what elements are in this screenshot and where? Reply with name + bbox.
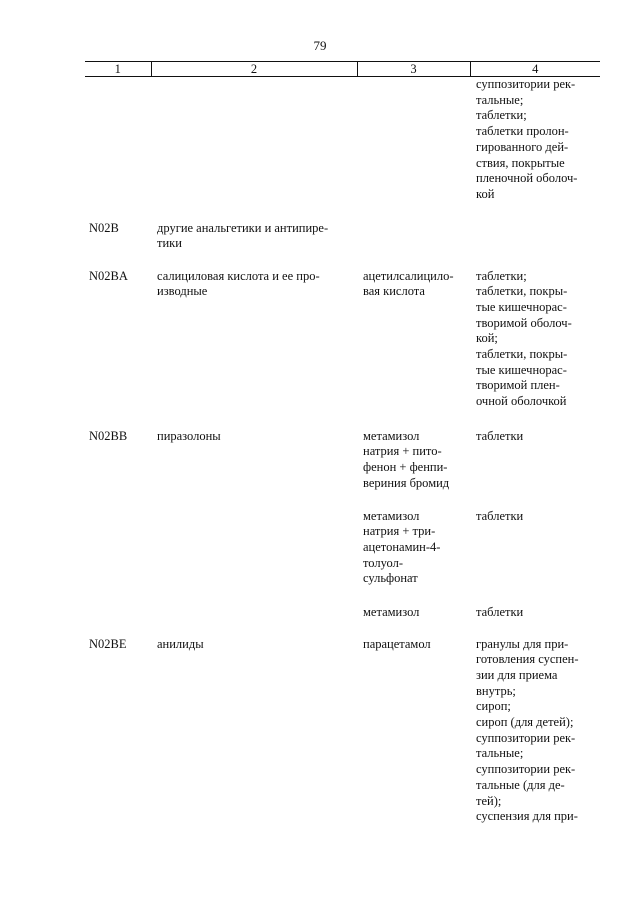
table-row [85, 605, 600, 637]
dosage-form-cell: суппозитории рек- тальные; таблетки; таблетки пролон- гированного дей- ствия, покрытые пленочной оболоч- кой [476, 77, 578, 201]
group-name-cell: пиразолоны [157, 428, 221, 443]
group-name-cell: салициловая кислота и ее про- изводные [157, 268, 320, 299]
group-name-cell: анилиды [157, 636, 204, 651]
column-header-3: 3 [357, 62, 470, 77]
dosage-form-cell: таблетки [476, 428, 524, 443]
atc-code-cell [85, 605, 151, 637]
table-row [85, 637, 600, 825]
drug-table [85, 61, 600, 825]
substance-cell: метамизол [363, 604, 420, 619]
dosage-form-cell: таблетки; таблетки, покры- тые кишечнорас- творимой оболоч- кой; таблетки, покры- тые кишечнорас- творимой плен- очной оболочкой [476, 268, 572, 409]
substance-cell: метамизол натрия + три- ацетонамин-4- толуол- сульфонат [363, 508, 441, 586]
atc-code-cell [85, 77, 151, 221]
atc-code-cell: N02BA [89, 268, 128, 283]
substance-cell [357, 77, 470, 221]
atc-code-cell: N02BE [89, 636, 127, 651]
group-name-cell: другие анальгетики и антипире- тики [157, 220, 329, 251]
table-row [85, 221, 600, 269]
table-row [85, 269, 600, 429]
page-number: 79 [313, 38, 327, 53]
column-header-2: 2 [151, 62, 357, 77]
table-row [85, 509, 600, 605]
table-header-row [85, 62, 600, 77]
substance-cell [357, 221, 470, 269]
group-name-cell [151, 509, 357, 605]
substance-cell: парацетамол [363, 636, 431, 651]
dosage-form-cell: гранулы для при- готовления суспен- зии для приема внутрь; сироп; сироп (для детей); суппозитории рек- тальные; суппозитории рек- тальные (для де- тей); суспензия для при- [476, 636, 579, 824]
group-name-cell [151, 77, 357, 221]
table-row [85, 429, 600, 509]
column-header-4: 4 [470, 62, 600, 77]
substance-cell: ацетилсалицило- вая кислота [363, 268, 454, 299]
dosage-form-cell: таблетки [476, 508, 524, 523]
atc-code-cell: N02B [89, 220, 119, 235]
dosage-form-cell [470, 221, 600, 269]
group-name-cell [151, 605, 357, 637]
substance-cell: метамизол натрия + пито- фенон + фенпи- вериния бромид [363, 428, 450, 490]
column-header-1: 1 [85, 62, 151, 77]
table-row [85, 77, 600, 221]
dosage-form-cell: таблетки [476, 604, 524, 619]
atc-code-cell [85, 509, 151, 605]
atc-code-cell: N02BB [89, 428, 128, 443]
